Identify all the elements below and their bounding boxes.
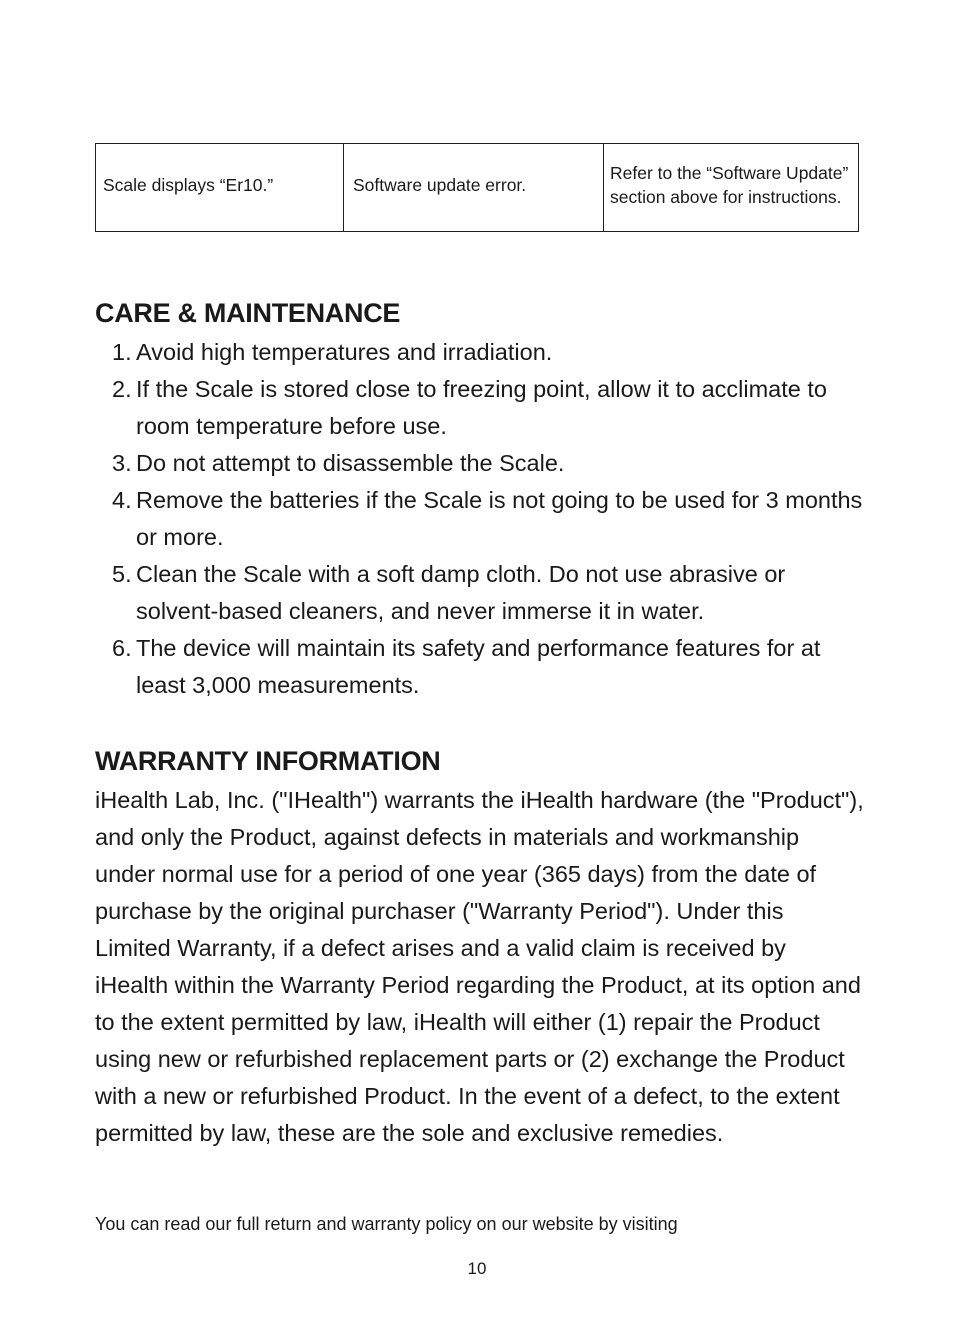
list-item-text: Avoid high temperatures and irradiation. <box>136 339 553 365</box>
list-item-text: The device will maintain its safety and performance features for at least 3,000 measurements. <box>136 635 821 698</box>
care-maintenance-heading: CARE & MAINTENANCE <box>95 298 401 328</box>
list-item-text: Remove the batteries if the Scale is not going to be used for 3 months or more. <box>136 487 863 550</box>
page-number: 10 <box>467 1259 487 1278</box>
list-item-number: 1. <box>112 339 132 365</box>
list-item-number: 3. <box>112 450 132 476</box>
list-item <box>95 334 865 371</box>
problem-cell: Scale displays “Er10.” <box>96 144 344 232</box>
list-item-number: 6. <box>112 635 132 661</box>
list-item-text: If the Scale is stored close to freezing point, allow it to acclimate to room temperature before use. <box>136 376 827 439</box>
list-item <box>95 371 865 445</box>
care-list <box>95 334 865 704</box>
troubleshooting-table <box>95 143 859 232</box>
warranty-body: iHealth Lab, Inc. ("IHealth") warrants the iHealth hardware (the "Product"), and only the Product, against defects in materials and workmanship under normal use for a period of one year (365 days) from the date of purchase by the original purchaser ("Warranty Period"). Under this Limited Warranty, if a defect arises and a valid claim is received by iHealth within the Warranty Period regarding the Product, at its option and to the extent permitted by law, iHealth will either (1) repair the Product using new or refurbished replacement parts or (2) exchange the Product with a new or refurbished Product. In the event of a defect, to the extent permitted by law, these are the sole and exclusive remedies. <box>95 787 864 1146</box>
list-item-number: 5. <box>112 561 132 587</box>
warranty-policy-note: You can read our full return and warranty policy on our website by visiting <box>95 1214 678 1234</box>
list-item-text: Do not attempt to disassemble the Scale. <box>136 450 565 476</box>
solution-cell: Refer to the “Software Update” section above for instructions. <box>604 144 859 232</box>
table-row <box>96 144 859 232</box>
list-item <box>95 556 865 630</box>
list-item-number: 2. <box>112 376 132 402</box>
warranty-heading: WARRANTY INFORMATION <box>95 746 441 776</box>
list-item-text: Clean the Scale with a soft damp cloth. Do not use abrasive or solvent-based cleaners, and never immerse it in water. <box>136 561 786 624</box>
list-item-number: 4. <box>112 487 132 513</box>
list-item <box>95 445 865 482</box>
list-item <box>95 482 865 556</box>
list-item <box>95 630 865 704</box>
cause-cell: Software update error. <box>344 144 604 232</box>
